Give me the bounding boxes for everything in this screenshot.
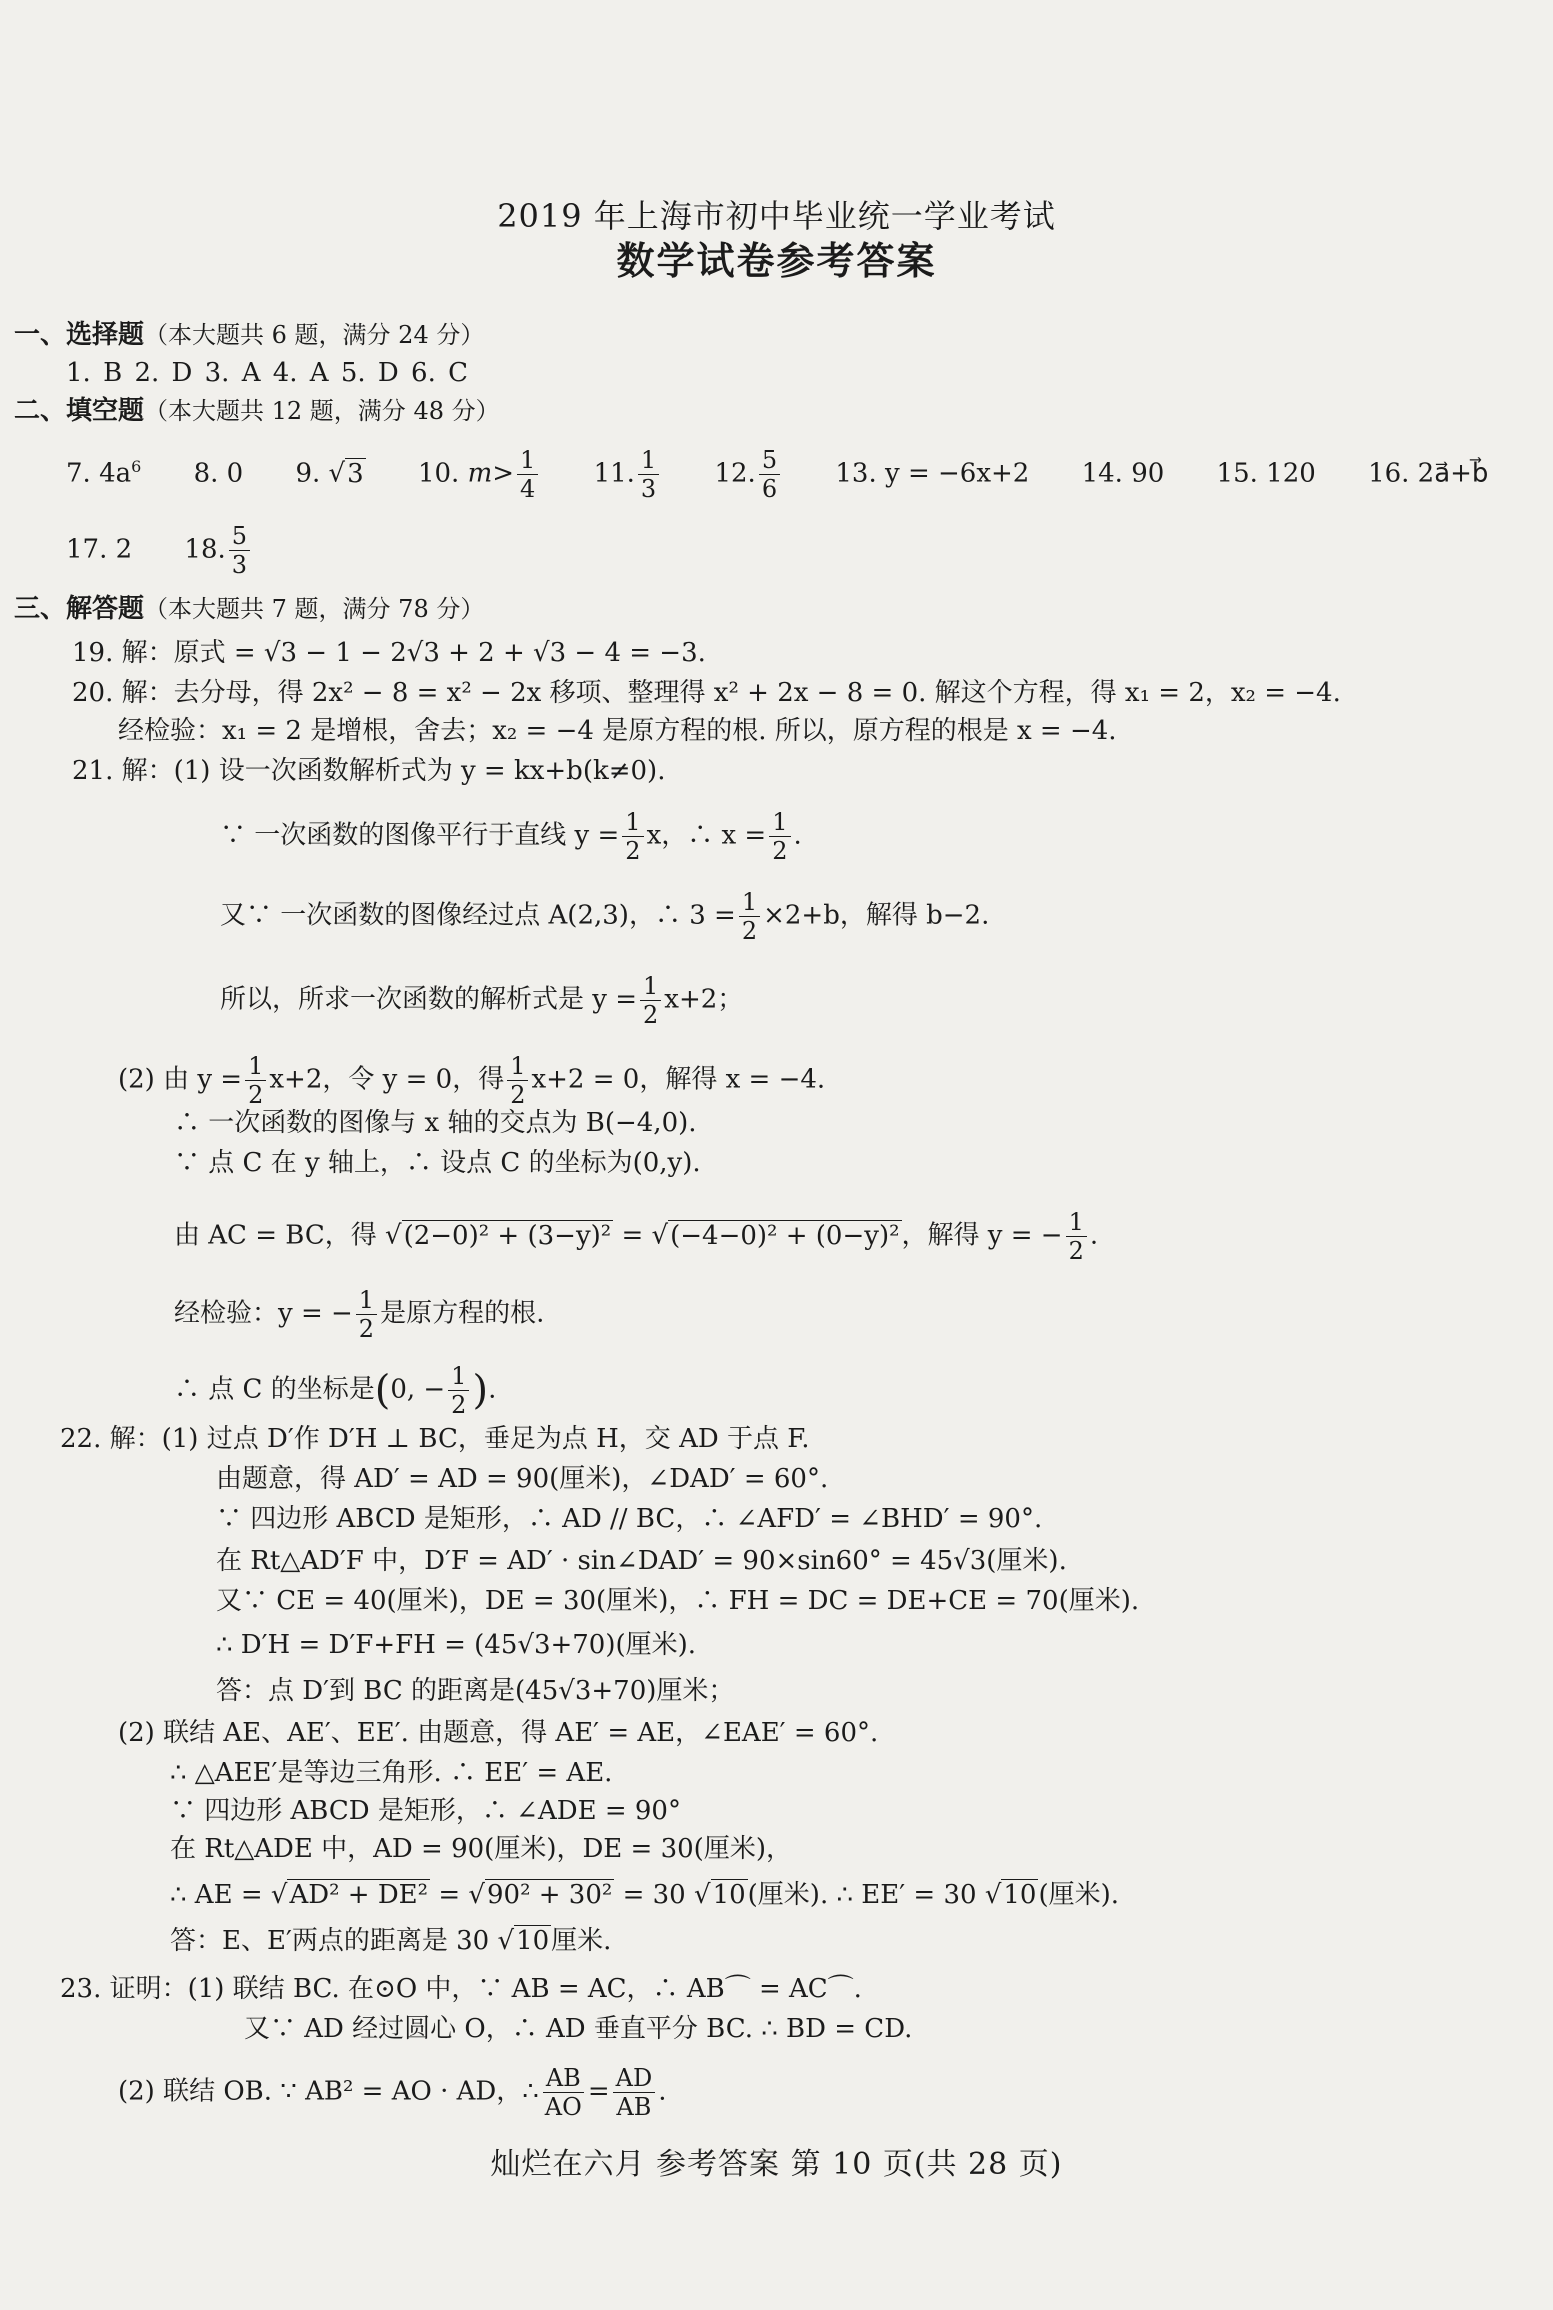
solution-q21-line: 又∵ 一次函数的图像经过点 A(2,3)，∴ 3 = $\frac{1}{2}$ ×2+b，解得 b−2. (220, 888, 990, 945)
fill-answers-row2 (66, 522, 253, 579)
solution-q21-line: 经检验：y = − $\frac{1}{2}$ 是原方程的根. (174, 1286, 545, 1343)
section-note: （本大题共 7 题，满分 78 分） (144, 595, 485, 623)
section-label: 二、填空题 (14, 396, 145, 426)
answer-q11: 11. (593, 458, 635, 489)
fraction: $\frac{1}{2}$ (640, 972, 661, 1029)
solution-q22-line: ∵ 四边形 ABCD 是矩形，∴ AD // BC，∴ ∠AFD′ = ∠BHD′ = 90°. (216, 1504, 1043, 1534)
exam-title: 2019 年上海市初中毕业统一学业考试 (497, 197, 1056, 235)
answer-q14: 14. 90 (1081, 458, 1165, 489)
solution-q22-line: ∵ 四边形 ABCD 是矩形，∴ ∠ADE = 90° (170, 1796, 681, 1826)
fraction: $\frac{1}{2}$ (448, 1362, 469, 1419)
answer-q18: 18. (184, 534, 226, 565)
fraction: $\frac{1}{2}$ (769, 808, 790, 865)
answer-q7-exponent: 6 (131, 456, 142, 476)
answer-q13: 13. y = −6x+2 (835, 458, 1030, 489)
section-label: 一、选择题 (14, 320, 145, 350)
solution-q22-line: 在 Rt△ADE 中，AD = 90(厘米)，DE = 30(厘米)， (170, 1834, 792, 1864)
answer-q10-var: m> (467, 458, 515, 489)
solution-q23-line: 23. 证明：(1) 联结 BC. 在⊙O 中，∵ AB = AC，∴ AB⌒ = AC⌒. (60, 1974, 862, 2004)
solution-q20-line: 20. 解：去分母，得 2x² − 8 = x² − 2x 移项、整理得 x² + 2x − 8 = 0. 解这个方程，得 x₁ = 2，x₂ = −4. (72, 678, 1341, 708)
fraction: $\frac{5}{6}$ (759, 446, 780, 503)
solution-q19: 19. 解：原式 = √3 − 1 − 2√3 + 2 + √3 − 4 = −3. (72, 638, 706, 668)
fraction: $\frac{1}{2}$ (245, 1052, 266, 1109)
section-note: （本大题共 12 题，满分 48 分） (144, 397, 500, 425)
solution-q22-line: 由题意，得 AD′ = AD = 90(厘米)，∠DAD′ = 60°. (216, 1464, 829, 1494)
section-solve-heading (14, 592, 484, 626)
fraction: $\frac{5}{3}$ (229, 522, 250, 579)
section-note: （本大题共 6 题，满分 24 分） (144, 321, 485, 349)
answer-q16: 16. 2a⃗+b⃗ (1368, 458, 1489, 489)
solution-q21-line: ∵ 一次函数的图像平行于直线 y = $\frac{1}{2}$ x，∴ x = $\frac{1}{2}$ . (220, 808, 802, 865)
solution-q21-line: 21. 解：(1) 设一次函数解析式为 y = kx+b(k≠0). (72, 756, 666, 786)
solution-q22-line: 22. 解：(1) 过点 D′作 D′H ⊥ BC，垂足为点 H，交 AD 于点 F. (60, 1424, 810, 1454)
answer-q9-radicand: 3 (347, 458, 364, 489)
solution-q22-line: (2) 联结 AE、AE′、EE′. 由题意，得 AE′ = AE，∠EAE′ = 60°. (118, 1718, 879, 1748)
solution-q22-line: 在 Rt△AD′F 中，D′F = AD′ · sin∠DAD′ = 90×sin60° = 45√3(厘米). (216, 1546, 1067, 1576)
answer-q15: 15. 120 (1216, 458, 1316, 489)
fraction: $\frac{1}{2}$ (622, 808, 643, 865)
fraction: $\frac{1}{4}$ (517, 446, 538, 503)
answer-q8: 8. 0 (193, 458, 244, 489)
fraction: $\frac{AB}{AO}$ (544, 2064, 582, 2121)
choice-answers: 1. B 2. D 3. A 4. A 5. D 6. C (66, 358, 468, 388)
fraction: $\frac{1}{2}$ (1066, 1208, 1087, 1265)
solution-q22-line: ∴ AE = √AD² + DE² = √90² + 30² = 30 √10(厘米). ∴ EE′ = 30 √10(厘米). (170, 1880, 1120, 1910)
fraction: $\frac{1}{2}$ (356, 1286, 377, 1343)
section-fill-heading (14, 394, 500, 428)
fraction: $\frac{AD}{AB}$ (613, 2064, 656, 2121)
solution-q23-line: (2) 联结 OB. ∵ AB² = AO · AD，∴ $\frac{AB}{AO}$ = $\frac{AD}{AB}$ . (118, 2064, 667, 2121)
answer-q10: 10. (417, 458, 460, 489)
answer-q17: 17. 2 (66, 534, 133, 565)
section-label: 三、解答题 (14, 594, 145, 624)
answer-q7: 7. 4a (66, 458, 132, 489)
answer-q12: 12. (714, 458, 756, 489)
fraction: $\frac{1}{2}$ (739, 888, 760, 945)
answer-q9: 9. (295, 458, 321, 489)
fraction: $\frac{1}{3}$ (638, 446, 659, 503)
fill-answers-row1: 7. $4a^6$ 8. 0 9. √3 10. m> $\frac{1}{4}$ 11. $\frac{1}{3}$ 12. $\frac{5}{6}$ 13. y = −6x+2 14. 90 15. 120 16. 2a⃗+b⃗ (66, 446, 1489, 503)
solution-q23-line: 又∵ AD 经过圆心 O，∴ AD 垂直平分 BC. ∴ BD = CD. (244, 2014, 913, 2044)
solution-q21-line: (2) 由 y = $\frac{1}{2}$ x+2，令 y = 0，得 $\frac{1}{2}$ x+2 = 0，解得 x = −4. (118, 1052, 826, 1109)
solution-q21-line: ∴ 一次函数的图像与 x 轴的交点为 B(−4,0). (174, 1108, 697, 1138)
solution-q20-line: 经检验：x₁ = 2 是增根，舍去；x₂ = −4 是原方程的根. 所以，原方程的根是 x = −4. (118, 716, 1117, 746)
page-footer: 灿烂在六月 参考答案 第 10 页(共 28 页) (490, 2147, 1063, 2182)
solution-q22-line: ∴ △AEE′是等边三角形. ∴ EE′ = AE. (170, 1758, 613, 1788)
solution-q21-line: 由 AC = BC，得 √(2−0)² + (3−y)² = √(−4−0)² + (0−y)²，解得 y = − $\frac{1}{2}$ . (174, 1208, 1099, 1265)
solution-q22-line: 答：E、E′两点的距离是 30 √10厘米. (170, 1926, 612, 1956)
solution-q21-line: ∵ 点 C 在 y 轴上，∴ 设点 C 的坐标为(0,y). (174, 1148, 701, 1178)
solution-q21-line: 所以，所求一次函数的解析式是 y = $\frac{1}{2}$ x+2； (220, 972, 744, 1029)
solution-q22-line: ∴ D′H = D′F+FH = (45√3+70)(厘米). (216, 1630, 697, 1660)
section-choice-heading (14, 318, 484, 352)
solution-q21-line: ∴ 点 C 的坐标是(0, − $\frac{1}{2}$ ). (174, 1362, 497, 1419)
solution-q22-line: 答：点 D′到 BC 的距离是(45√3+70)厘米； (216, 1676, 735, 1706)
answer-key-title: 数学试卷参考答案 (616, 239, 937, 283)
fraction: $\frac{1}{2}$ (507, 1052, 528, 1109)
solution-q22-line: 又∵ CE = 40(厘米)，DE = 30(厘米)，∴ FH = DC = DE+CE = 70(厘米). (216, 1586, 1140, 1616)
